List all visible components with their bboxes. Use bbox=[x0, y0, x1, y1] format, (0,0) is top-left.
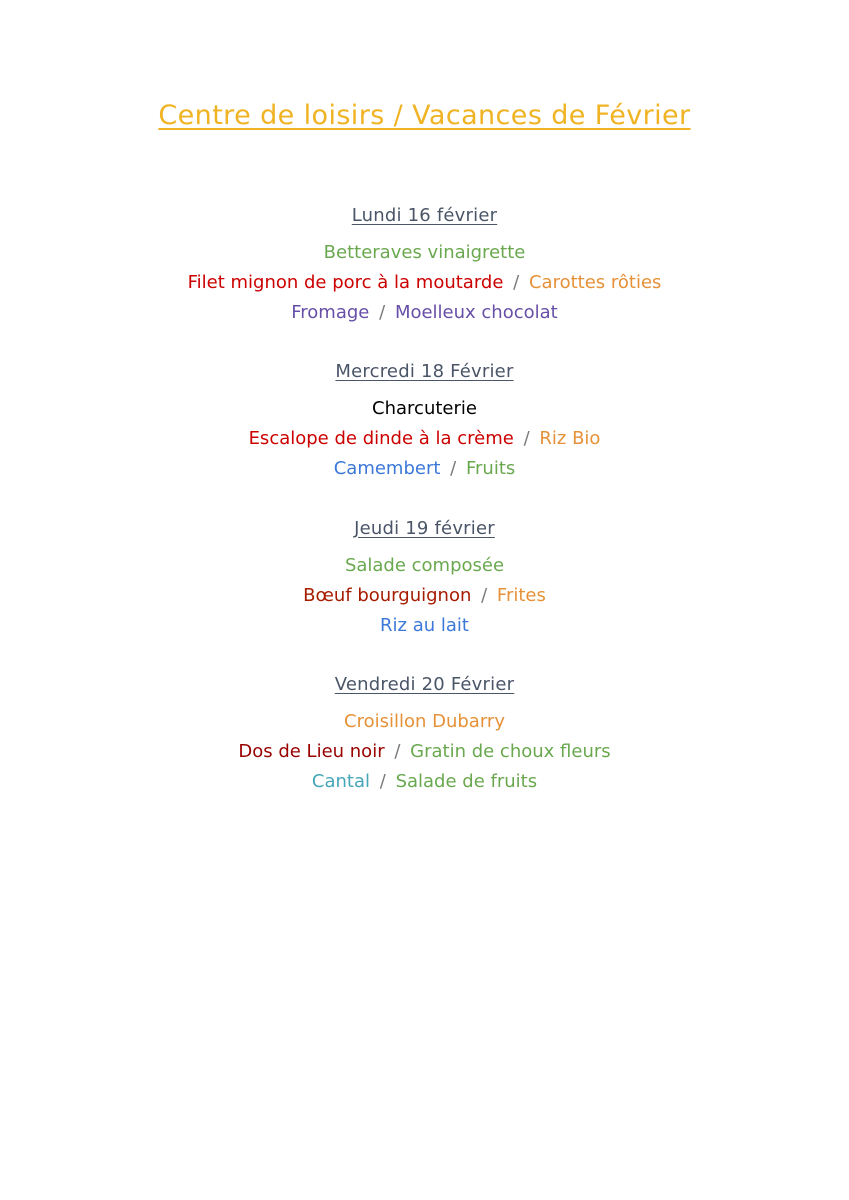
menu-course-item: Riz au lait bbox=[380, 614, 469, 636]
menu-course-item: Carottes rôties bbox=[528, 272, 662, 294]
menu-course-item: Moelleux chocolat bbox=[394, 302, 558, 324]
menu-course-line bbox=[0, 396, 849, 422]
page-title: Centre de loisirs / Vacances de Février bbox=[158, 100, 691, 131]
menu-course-item: Croisillon Dubarry bbox=[344, 710, 505, 732]
menu-course-line bbox=[0, 553, 849, 579]
menu-day-block bbox=[0, 674, 849, 795]
course-separator: / bbox=[379, 771, 386, 793]
menu-day-title: Lundi 16 février bbox=[351, 205, 498, 226]
menu-course-item: Salade composée bbox=[344, 554, 505, 576]
menu-course-item: Filet mignon de porc à la moutarde bbox=[187, 272, 504, 294]
menu-course-line bbox=[0, 613, 849, 639]
course-separator: / bbox=[523, 428, 530, 450]
menu-course-line bbox=[0, 426, 849, 452]
menu-course-item: Betteraves vinaigrette bbox=[323, 242, 526, 263]
menu-course-line bbox=[0, 583, 849, 609]
menu-course-item: Fromage bbox=[291, 302, 370, 324]
menu-days-container bbox=[0, 205, 849, 830]
course-separator: / bbox=[450, 458, 457, 480]
menu-course-item: Cantal bbox=[311, 771, 371, 793]
menu-course-line bbox=[0, 709, 849, 735]
menu-course-item: Gratin de choux fleurs bbox=[410, 740, 611, 762]
course-separator: / bbox=[394, 740, 401, 762]
menu-course-item: Frites bbox=[496, 584, 546, 606]
menu-course-item: Dos de Lieu noir bbox=[238, 740, 385, 762]
menu-course-line bbox=[0, 300, 849, 326]
menu-day-block bbox=[0, 361, 849, 482]
menu-course-item: Fruits bbox=[465, 458, 516, 480]
menu-day-block bbox=[0, 518, 849, 639]
menu-course-line bbox=[0, 240, 849, 266]
menu-course-line bbox=[0, 270, 849, 296]
menu-course-line bbox=[0, 739, 849, 765]
menu-course-item: Salade de fruits bbox=[395, 771, 538, 793]
course-separator: / bbox=[379, 302, 386, 324]
course-separator: / bbox=[513, 272, 520, 294]
menu-course-item: Charcuterie bbox=[372, 398, 477, 420]
menu-day-title: Vendredi 20 Février bbox=[334, 673, 515, 695]
menu-course-item: Escalope de dinde à la crème bbox=[248, 428, 514, 450]
menu-day-title: Mercredi 18 Février bbox=[335, 361, 514, 383]
menu-course-item: Camembert bbox=[333, 458, 441, 480]
menu-course-item: Riz Bio bbox=[539, 428, 601, 450]
course-separator: / bbox=[481, 584, 488, 606]
menu-course-line bbox=[0, 456, 849, 482]
menu-day-title: Jeudi 19 février bbox=[354, 517, 495, 539]
menu-course-item: Bœuf bourguignon bbox=[303, 584, 472, 606]
menu-course-line bbox=[0, 769, 849, 795]
menu-day-block bbox=[0, 205, 849, 326]
